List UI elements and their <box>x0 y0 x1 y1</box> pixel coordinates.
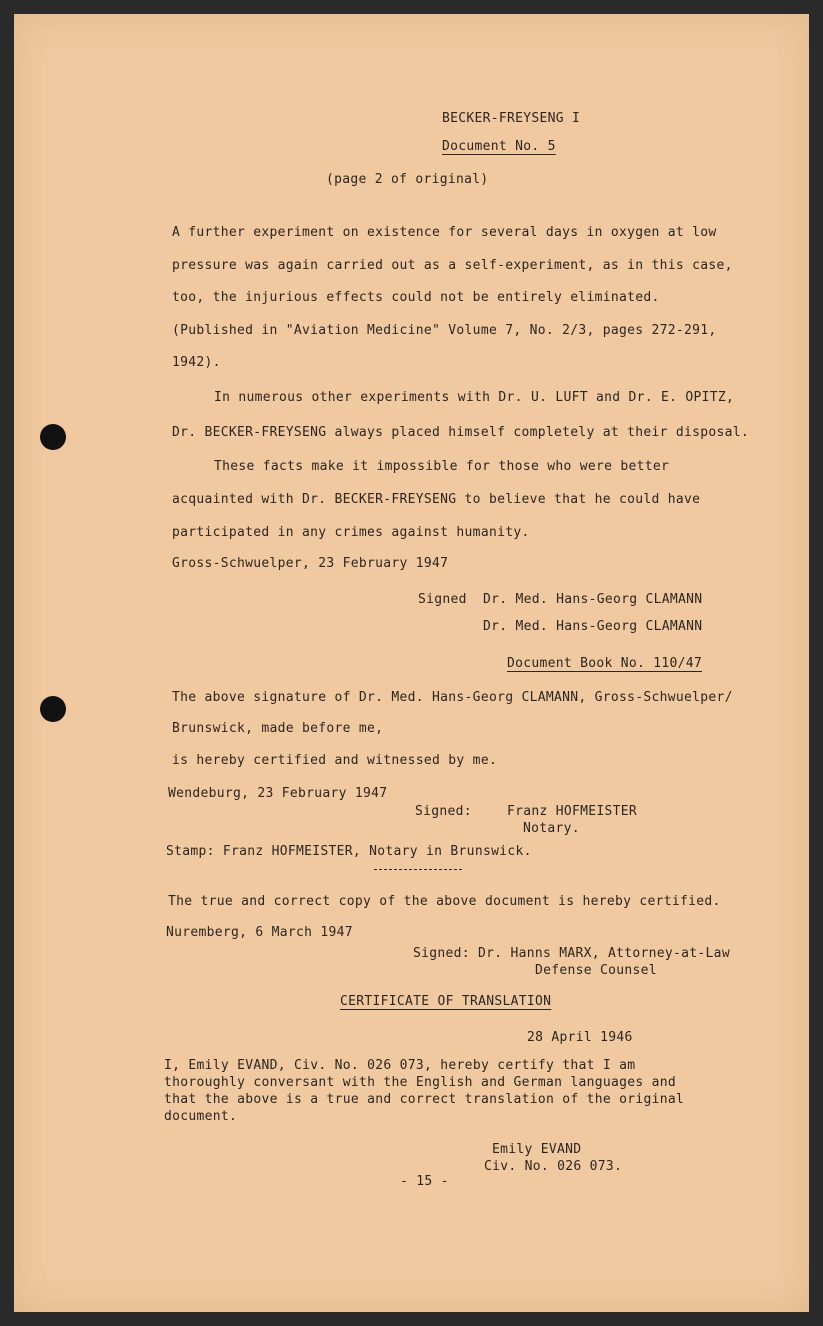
place-date-notary: Wendeburg, 23 February 1947 <box>168 786 388 801</box>
signatory-name-repeat: Dr. Med. Hans-Georg CLAMANN <box>483 619 703 634</box>
counsel-signature: Signed: Dr. Hanns MARX, Attorney-at-Law <box>413 946 730 961</box>
body-line: A further experiment on existence for several days in oxygen at low <box>172 225 717 240</box>
body-line: These facts make it impossible for those who were better <box>214 459 670 474</box>
certificate-line: document. <box>164 1109 238 1124</box>
signed-label: Signed <box>418 592 467 607</box>
body-line: participated in any crimes against humanity. <box>172 525 530 540</box>
separator-dashes <box>374 869 462 870</box>
page-reference: (page 2 of original) <box>326 172 489 187</box>
certification-line: The above signature of Dr. Med. Hans-Georg CLAMANN, Gross-Schwuelper/ <box>172 690 733 705</box>
document-id: BECKER-FREYSENG I <box>442 111 581 126</box>
document-number: Document No. 5 <box>442 139 556 154</box>
page-number: - 15 - <box>400 1174 449 1189</box>
body-line: Dr. BECKER-FREYSENG always placed himself completely at their disposal. <box>172 425 749 440</box>
counsel-title: Defense Counsel <box>535 963 657 978</box>
certificate-date: 28 April 1946 <box>527 1030 633 1045</box>
body-line: acquainted with Dr. BECKER-FREYSENG to believe that he could have <box>172 492 701 507</box>
document-book-number: Document Book No. 110/47 <box>507 656 703 671</box>
certification-line: is hereby certified and witnessed by me. <box>172 753 498 768</box>
translator-civ-number: Civ. No. 026 073. <box>484 1159 623 1174</box>
signatory-name: Dr. Med. Hans-Georg CLAMANN <box>483 592 703 607</box>
notary-title: Notary. <box>523 821 580 836</box>
punch-hole-bottom <box>40 696 66 722</box>
true-copy-statement: The true and correct copy of the above document is hereby certified. <box>168 894 721 909</box>
body-line: too, the injurious effects could not be entirely eliminated. <box>172 290 660 305</box>
certificate-line: I, Emily EVAND, Civ. No. 026 073, hereby certify that I am <box>164 1058 636 1073</box>
body-line: 1942). <box>172 355 221 370</box>
body-line: pressure was again carried out as a self-experiment, as in this case, <box>172 258 733 273</box>
body-line: In numerous other experiments with Dr. U. LUFT and Dr. E. OPITZ, <box>214 390 735 405</box>
notary-signed-label: Signed: <box>415 804 472 819</box>
translator-name: Emily EVAND <box>492 1142 582 1157</box>
notary-name: Franz HOFMEISTER <box>507 804 638 819</box>
body-line: (Published in "Aviation Medicine" Volume 7, No. 2/3, pages 272-291, <box>172 323 717 338</box>
certificate-line: thoroughly conversant with the English and German languages and <box>164 1075 676 1090</box>
place-date-signing: Gross-Schwuelper, 23 February 1947 <box>172 556 449 571</box>
certification-line: Brunswick, made before me, <box>172 721 384 736</box>
punch-hole-top <box>40 424 66 450</box>
stamp-note: Stamp: Franz HOFMEISTER, Notary in Brunswick. <box>166 844 532 859</box>
place-date-copy: Nuremberg, 6 March 1947 <box>166 925 353 940</box>
certificate-title: CERTIFICATE OF TRANSLATION <box>340 994 552 1009</box>
certificate-line: that the above is a true and correct translation of the original <box>164 1092 685 1107</box>
